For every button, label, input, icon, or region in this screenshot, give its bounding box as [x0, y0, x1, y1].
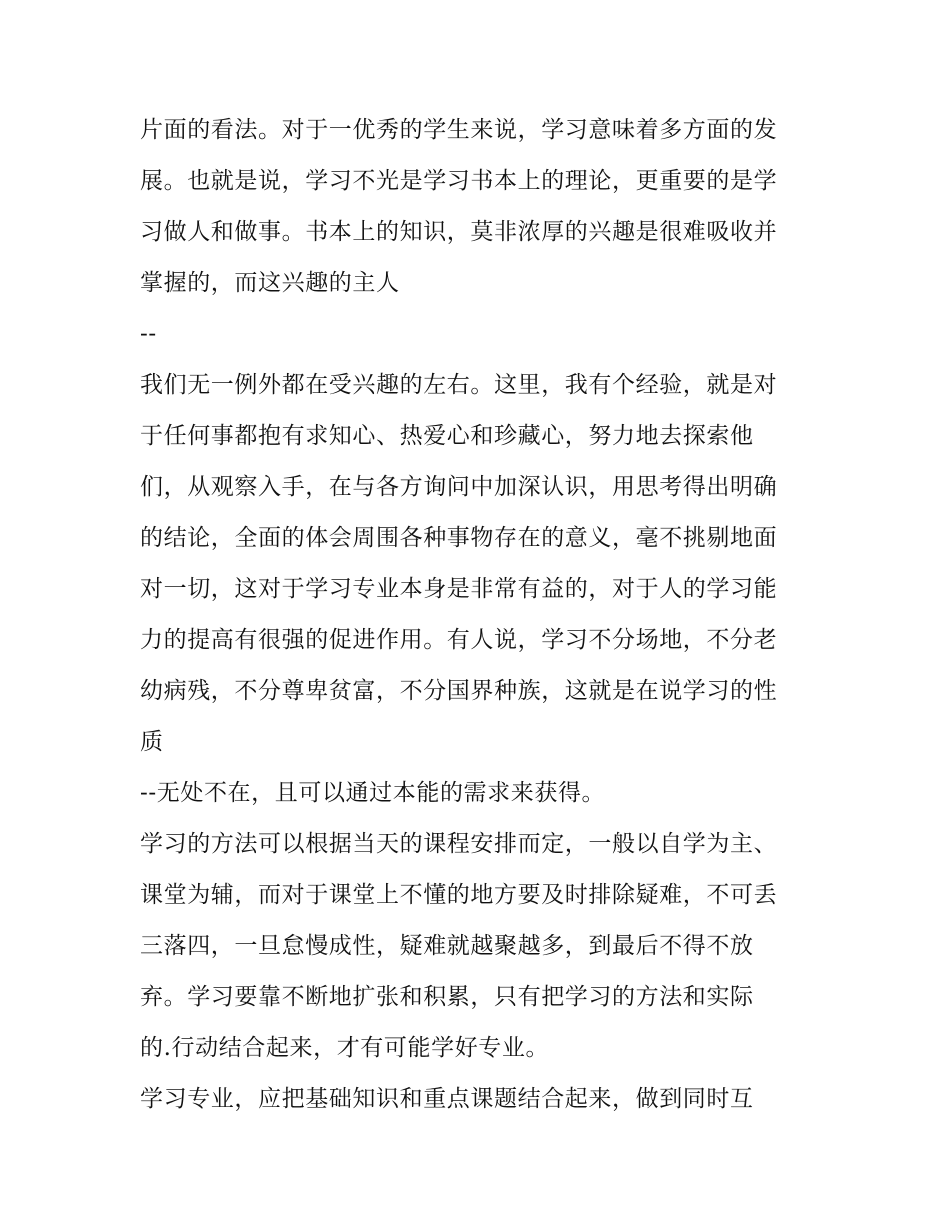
text-line: 质	[140, 729, 164, 755]
text-line: 幼病残，不分尊卑贫富，不分国界种族，这就是在说学习的性	[140, 678, 778, 704]
text-line: 展。也就是说，学习不光是学习书本上的理论，更重要的是学	[140, 168, 778, 194]
text-line: 课堂为辅，而对于课堂上不懂的地方要及时排除疑难，不可丢	[140, 882, 778, 908]
text-line: 学习的方法可以根据当天的课程安排而定，一般以自学为主、	[140, 831, 778, 857]
text-line: 力的提高有很强的促进作用。有人说，学习不分场地，不分老	[140, 627, 778, 653]
text-line: 掌握的，而这兴趣的主人	[140, 270, 400, 296]
text-line: 我们无一例外都在受兴趣的左右。这里，我有个经验，就是对	[140, 372, 778, 398]
text-line: --	[140, 321, 157, 347]
text-line: --无处不在，且可以通过本能的需求来获得。	[140, 780, 606, 806]
text-line: 的.行动结合起来，才有可能学好专业。	[140, 1035, 550, 1061]
body-text	[140, 110, 830, 1130]
text-line: 对一切，这对于学习专业本身是非常有益的，对于人的学习能	[140, 576, 778, 602]
text-line: 学习专业，应把基础知识和重点课题结合起来，做到同时互	[140, 1086, 754, 1112]
text-line: 于任何事都抱有求知心、热爱心和珍藏心，努力地去探索他	[140, 423, 754, 449]
text-line: 三落四，一旦怠慢成性，疑难就越聚越多，到最后不得不放	[140, 933, 754, 959]
text-line: 弃。学习要靠不断地扩张和积累，只有把学习的方法和实际	[140, 984, 754, 1010]
text-line: 们，从观察入手，在与各方询问中加深认识，用思考得出明确	[140, 474, 778, 500]
text-line: 习做人和做事。书本上的知识，莫非浓厚的兴趣是很难吸收并	[140, 219, 778, 245]
text-line: 片面的看法。对于一优秀的学生来说，学习意味着多方面的发	[140, 117, 778, 143]
text-line: 的结论，全面的体会周围各种事物存在的意义，毫不挑剔地面	[140, 525, 778, 551]
